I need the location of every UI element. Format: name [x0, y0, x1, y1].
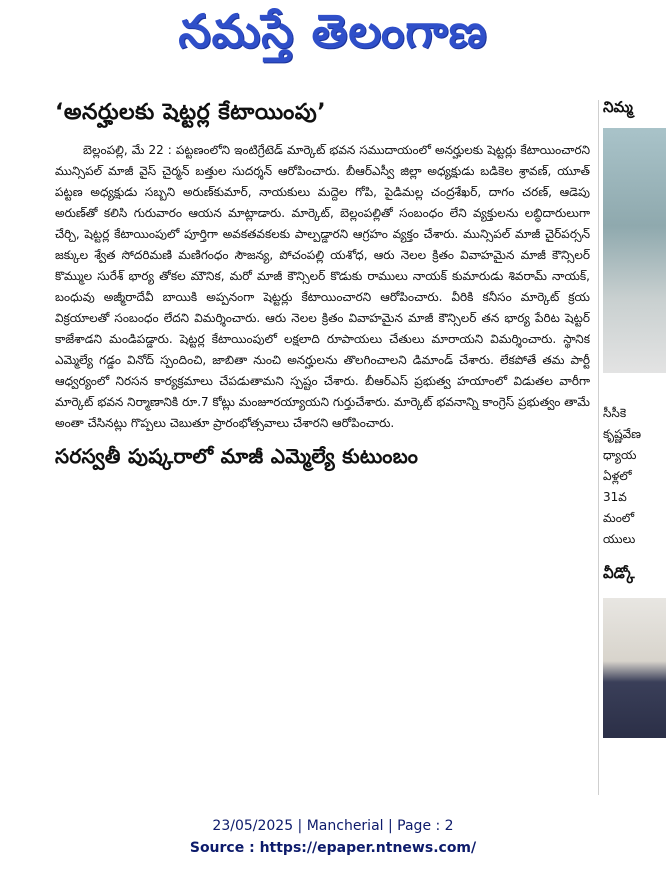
- side-text-lines: [603, 403, 666, 550]
- newspaper-logo: నమస్తే తెలంగాణ: [178, 4, 488, 58]
- side-column: [603, 90, 666, 795]
- side-line: ధ్యాయ: [603, 448, 637, 462]
- side-line: మంలో: [603, 511, 635, 525]
- footer-date-line: 23/05/2025 | Mancherial | Page : 2: [212, 818, 454, 834]
- page-footer: [0, 815, 666, 859]
- main-article-column: [55, 90, 590, 790]
- side-line: 31వ: [603, 490, 627, 504]
- footer-source-line[interactable]: Source : https://epaper.ntnews.com/: [189, 840, 477, 856]
- article-body: బెల్లంపల్లి, మే 22 : పట్టణంలోని ఇంటిగ్రేటెడ్ మార్కెట్ భవన సముదాయంలో అనర్హులకు షెట్టర్లు కేటాయించారని మున్సిపల్ మాజీ వైస్ చైర్మన్ బత్తుల సుదర్శన్ ఆరోపించారు. బీఆర్‌ఎస్వీ జిల్లా అధ్యక్షుడు బడికెల శ్రావణ్, యూత్ పట్టణ అధ్యక్షుడు సబ్బని అరుణ్‌కుమార్, నాయకులు మద్దెల గోపి, పైడిమల్ల చంద్రశేఖర్, దాగం చరణ్, ఆడెపు అరుణ్‌తో కలిసి గురువారం ఆయన మాట్లాడారు. మార్కెట్, బెల్లంపల్లితో సంబంధం లేని వ్యక్తులను లబ్ధిదారులుగా చేర్చి, షెట్టర్ల కేటాయింపులో పూర్తిగా అవకతవకలకు పాల్పడ్డారని ఆగ్రహం వ్యక్తం చేశారు. మున్సిపల్ మాజీ చైర్‌పర్సన్ జక్కుల శ్వేత సోదరిమణి మణిగంధం సౌజన్య, పోచంపల్లి యశోధ, ఆరు నెలల క్రితం వివాహమైన మాజీ కౌన్సిలర్ కొమ్ముల సురేశ్ భార్య తోకల మౌనిక, మరో మాజీ కౌన్సిలర్ కొడుకు రాములు నాయక్ కుమారుడు శివరామ్ నాయక్, బంధువు అజ్మీరాదేవీ బాయికి అప్పనంగా షెట్టర్లు కేటాయించారని ఆరోపించారు. వీరికి కనీసం మార్కెట్ క్రయ విక్రయాలతో సంబంధం లేదని విమర్శించారు. ఆరు నెలల క్రితం వివాహమైన మాజీ కౌన్సిలర్ తన భార్య పేరిట షెట్టర్ కాజేశాడని మండిపడ్డారు. షెట్టర్ల కేటాయింపులో లక్షలాది రూపాయలు చేతులు మారాయని విమర్శించారు. స్థానిక ఎమ్మెల్యే గడ్డం వినోద్ స్పందించి, జాబితా నుంచి అనర్హులను తొలగించాలని డిమాండ్ చేశారు. లేకపోతే తమ పార్టీ ఆధ్వర్యంలో నిరసన కార్యక్రమాలు చేపడుతామని స్పష్టం చేశారు. బీఆర్‌ఎస్ ప్రభుత్వ హయాంలో విడుతల వారీగా మార్కెట్ భవన నిర్మాణానికి రూ.7 కోట్లు మంజూరయ్యాయని గుర్తుచేశారు. మార్కెట్ భవనాన్ని కాంగ్రెస్ ప్రభుత్వం తామే అంతా చేసినట్లు గొప్పలు చెబుతూ ప్రారంభోత్సవాలు చేశారని ఆరోపించారు.: [55, 143, 590, 430]
- side-line: యులు: [603, 532, 636, 546]
- side-photo-2: [603, 598, 666, 738]
- side-photo-1: [603, 128, 666, 373]
- side-heading-1: నిమ్మ: [603, 98, 633, 116]
- side-line: సీసీకె: [603, 406, 627, 420]
- column-divider: [598, 100, 599, 795]
- side-line: కృష్ణవేణ: [603, 427, 642, 441]
- next-article-headline: సరస్వతీ పుష్కరాలో మాజీ ఎమ్మెల్యే కుటుంబం: [55, 444, 419, 468]
- side-heading-2: వీడ్కో: [603, 564, 635, 582]
- masthead: [0, 0, 666, 80]
- article-headline: ‘అనర్హులకు షెట్టర్ల కేటాయింపు’: [55, 100, 327, 125]
- side-line: ఏళ్లలో: [603, 469, 632, 483]
